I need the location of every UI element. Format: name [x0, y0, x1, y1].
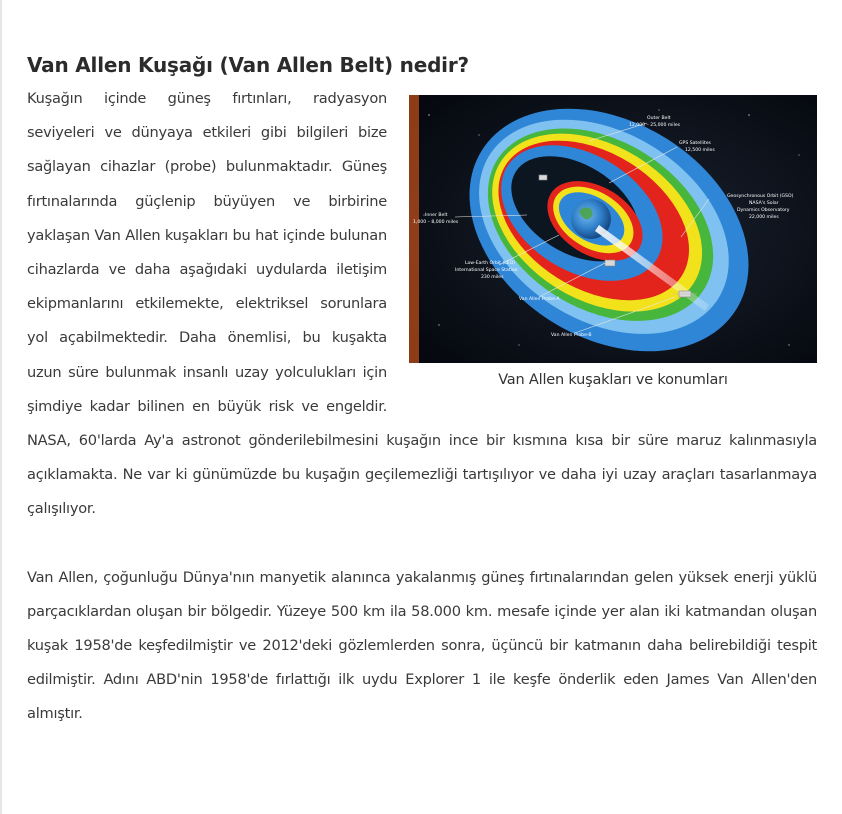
label-gps: GPS Satellites — [679, 141, 711, 146]
label-inner-belt: Inner Belt — [425, 213, 448, 218]
label-leo-3: 230 miles — [481, 275, 504, 280]
article — [27, 40, 817, 732]
paragraph-spacer — [27, 527, 817, 561]
label-inner-belt-range: 1,000 – 8,000 miles — [413, 220, 459, 225]
label-leo-2: International Space Station — [455, 268, 518, 273]
figure-caption: Van Allen kuşakları ve konumları — [498, 372, 728, 388]
page-left-border — [0, 0, 2, 814]
label-geo-1: Geosynchronous Orbit (GSO) — [727, 194, 794, 199]
label-outer-belt: Outer Belt — [647, 116, 671, 121]
article-paragraph-2: Van Allen, çoğunluğu Dünya'nın manyetik alanınca yakalanmış güneş fırtınalarından gelen yüksek enerji yüklü parçacıklardan oluşan bir bölgedir. Yüzeye 500 km ila 58.000 km. mesafe içinde yer alan iki katmandan oluşan kuşak 1958'de keşfedilmiştir ve 2012'deki gözlemlerden sonra, üçüncü bir katmanın daha belirebildiği tespit edilmiştir. Adını ABD'nin 1958'de fırlattığı ilk uydu Explorer 1 ile keşfe önderlik eden James Van Allen'den almıştır. — [27, 568, 817, 723]
label-gps-alt: 12,500 miles — [685, 148, 715, 153]
article-paragraph-1: Kuşağın içinde güneş fırtınları, radyasyon seviyeleri ve dünyaya etkileri gibi bilgileri bize sağlayan cihazlar (probe) bulunmaktadır. Güneş fırtınalarında güçlenip büyüyen ve birbirine yaklaşan Van Allen kuşakları bu hat içinde bulunan cihazlarda ve daha aşağıdaki uydularda iletişim ekipmanlarını etkilemekte, elektriksel sorunlara yol açabilmektedir. Daha önemlisi, bu kuşakta uzun süre bulunmak insanlı uzay yolculukları için şimdiye kadar bilinen en büyük risk ve engeldir. NASA, 60'larda Ay'a astronot gönderilebilmesini kuşağın ince bir kısmına kısa bir süre maruz kalınmasıyla açıklamakta. Ne var ki günümüzde bu kuşağın geçilemezliği tartışılıyor ve daha iyi uzay araçları tasarlanmaya çalışılıyor. — [27, 90, 817, 518]
label-geo-2: NASA's Solar — [749, 201, 779, 206]
article-title: Van Allen Kuşağı (Van Allen Belt) nedir? — [27, 53, 469, 77]
label-outer-belt-range: 12,000 – 25,000 miles — [629, 123, 681, 128]
label-geo-4: 22,000 miles — [749, 215, 779, 220]
van-allen-belts-image — [409, 95, 817, 363]
label-probe-a: Van Allen Probe-A — [519, 297, 560, 302]
label-geo-3: Dynamics Observatory — [737, 208, 790, 213]
figure — [409, 95, 817, 389]
label-leo-1: Low-Earth Orbit (LEO) — [465, 261, 516, 266]
label-probe-b: Van Allen Probe-B — [551, 333, 592, 338]
